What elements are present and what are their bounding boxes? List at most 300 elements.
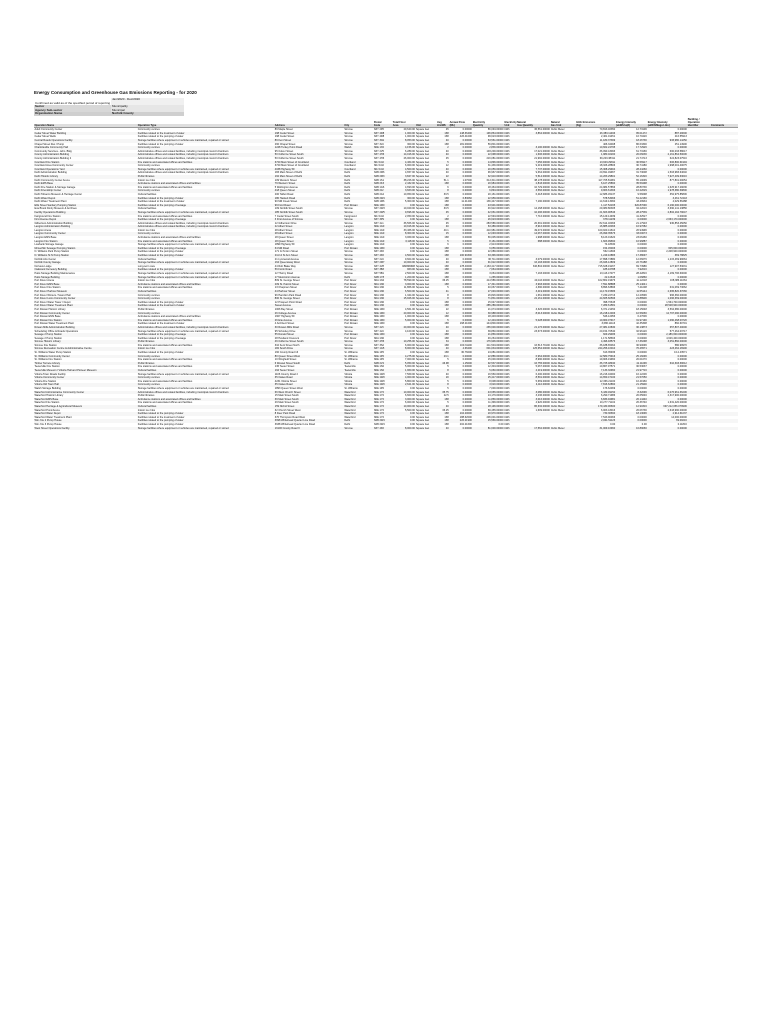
table-cell: Fire stations and associated offices and facilities — [137, 343, 193, 347]
table-cell: 63,489.00000 — [472, 225, 504, 229]
table-cell: kWh — [504, 243, 510, 247]
table-cell: 17.38097 — [616, 254, 648, 258]
table-cell: kWh — [504, 419, 517, 423]
table-cell: Cubic Meter — [550, 182, 575, 186]
table-cell: 30.74180 — [636, 164, 647, 168]
table-cell: Waterford Pond Arena — [34, 408, 60, 412]
table-cell: N3Y 4R8 — [373, 132, 392, 136]
table-cell: Community centres — [137, 297, 274, 301]
table-cell: 612,611.00000 — [486, 178, 504, 182]
table-cell: 13,116.47077 — [599, 272, 616, 275]
table-cell: Cubic Meter — [550, 408, 565, 412]
table-cell: 36,566.00 — [403, 221, 415, 225]
table-cell: Square feet — [415, 355, 436, 359]
table-cell: 1,980.02200 — [576, 153, 616, 157]
table-cell: Courtland Operations Yard — [34, 168, 137, 172]
table-cell: Square feet — [415, 283, 436, 287]
table-cell: 168 — [444, 336, 449, 340]
table-cell: 196,864.00000 — [472, 132, 504, 136]
table-cell: 7,569.00 — [405, 372, 415, 376]
table-cell: 244,256.16010 — [576, 347, 616, 351]
table-cell: County Administration Building — [34, 153, 137, 157]
table-cell: Port Dover — [344, 293, 357, 297]
column-header: GHG Emissions — [576, 121, 596, 125]
table-cell: 192 Main Street of Delhi — [274, 175, 344, 179]
table-cell: 0.00 — [392, 218, 415, 222]
table-cell: 33.5 — [443, 192, 449, 196]
table-cell: 6,190,000.00000 — [647, 204, 687, 208]
table-cell: 5 — [447, 387, 449, 390]
table-cell: 69.09216 — [647, 419, 687, 423]
table-cell: 0.00000 — [462, 192, 472, 196]
table-cell: kWh — [504, 355, 517, 359]
table-cell: 4,496.93576 — [576, 340, 616, 344]
table-cell: kWh — [504, 326, 517, 330]
table-cell: Adult Community Center — [34, 128, 63, 132]
table-cell: 3638 Whitehead Quarter Line Road — [274, 422, 315, 426]
table-cell: Delhi — [344, 192, 351, 196]
table-cell: N3Y 4K6 — [373, 427, 392, 431]
table-cell: 185 Norfolk Street South — [274, 211, 344, 215]
table-cell: Square feet — [415, 197, 436, 201]
table-cell: Community Services - Adm. Bldg — [34, 149, 72, 153]
table-cell: 21.74713 — [636, 157, 647, 160]
table-cell: Storage facilities where equipment or vehicles are maintained, repaired or stored — [137, 243, 229, 247]
table-cell: kWh — [504, 185, 510, 189]
table-cell: 14,016.00 — [392, 153, 415, 157]
table-cell: N0E 1G0 — [373, 243, 385, 247]
table-cell: 0.00 — [410, 387, 415, 390]
table-cell: 613.35936 — [603, 351, 616, 355]
table-cell: Simcoe — [344, 207, 353, 211]
table-cell: N0E 1W0 — [373, 372, 385, 376]
table-cell: 577,264.03717 — [669, 329, 687, 333]
table-cell: 35.59498 — [616, 182, 648, 186]
table-cell: 16106 County Road 3 — [274, 427, 344, 431]
table-cell: 12 Prospect Point Road — [274, 300, 302, 304]
column-header: Annual Flow — [449, 121, 465, 125]
table-cell: 14,650.47100 — [576, 376, 616, 380]
table-cell: Square feet — [415, 372, 430, 376]
table-cell: 0.00000 — [616, 419, 648, 423]
table-cell: 0.00 — [410, 415, 415, 419]
table-cell: 109 Western Street — [274, 178, 297, 182]
table-cell: Square feet — [415, 336, 430, 340]
table-cell: 18.15648 — [636, 307, 647, 311]
table-cell: Patio Storage Building Maintenance — [34, 272, 75, 275]
table-cell: Public libraries — [137, 340, 274, 344]
table-cell: 15,000.00000 — [487, 358, 504, 362]
table-cell: Langton Arena — [34, 228, 52, 232]
table-cell: 2.46500 — [462, 279, 472, 283]
table-cell: 0.00000 — [449, 297, 472, 301]
table-cell: N0E 1G0 — [373, 232, 392, 236]
table-cell: Port Dover Harbour Museum — [34, 290, 137, 294]
table-cell: Simcoe — [344, 132, 374, 136]
table-cell: 198 Cedar Street — [274, 132, 344, 136]
table-cell: 0.00000 — [449, 175, 472, 179]
table-cell: 0.00000 — [647, 146, 687, 150]
table-cell: 4 Architect Street — [274, 322, 295, 326]
table-cell: 160.31100 — [459, 343, 472, 347]
table-cell: 40 — [445, 372, 449, 376]
table-cell: 0.00000 — [462, 286, 472, 290]
table-cell: N3Y 3A9 — [373, 139, 392, 143]
table-cell: Timber Terrace Library — [34, 362, 137, 366]
table-cell: 74.18330 — [604, 243, 616, 247]
table-cell: 36,561.00000 — [534, 128, 550, 132]
table-cell: Square feet — [415, 427, 436, 431]
table-cell: N3Y 4L1 — [373, 221, 384, 225]
table-cell: Indoor ice rinks — [137, 228, 156, 232]
table-cell: N0E 1Y0 — [373, 394, 385, 398]
table-cell: Square feet — [415, 189, 436, 193]
table-cell: Simcoe Fire Station — [34, 343, 57, 347]
column-header: Gas Quantity — [517, 124, 551, 128]
table-cell: kWh — [504, 168, 517, 172]
table-cell: Administrative offices and related facilities, including municipal council chambers — [137, 153, 274, 157]
table-cell: 36,711.00000 — [488, 257, 504, 261]
table-cell: 715,628.19267 — [598, 264, 616, 268]
table-cell: 17 Mexicomm Avenue — [274, 276, 344, 280]
table-cell: 181.09000 — [459, 142, 472, 146]
table-cell: 17,562.00000 — [517, 427, 551, 431]
table-cell: 3,419.00000 — [517, 290, 551, 294]
table-cell: 71,831.00000 — [472, 297, 504, 301]
table-cell: Storage facilities where equipment or vehicles are maintained, repaired or stored — [137, 427, 274, 431]
table-cell: 13 Chapman Street — [274, 286, 297, 290]
table-cell: 4.66200 — [449, 347, 472, 351]
table-cell: 7,716.00000 — [535, 214, 550, 218]
table-cell: N0E 1G0 — [373, 228, 385, 232]
table-cell: Cubic Meter — [550, 214, 565, 218]
table-cell: 3 First Avenue of Simcoe — [274, 218, 344, 222]
table-cell: 0.12.43571 — [674, 351, 687, 355]
table-cell: Simcoe — [344, 139, 374, 143]
column-header: (ML) — [449, 124, 472, 128]
table-cell: 2,643,990.00000 — [667, 408, 687, 412]
table-cell: Port Rowan Water Treatment Plant — [34, 322, 74, 326]
table-cell: kWh — [504, 225, 517, 229]
table-cell: N3Y 4L9 — [373, 329, 384, 333]
table-cell: 2,500.00 — [405, 272, 415, 275]
table-cell: Cubic Meter — [550, 164, 565, 168]
table-cell: 168 — [444, 343, 449, 347]
table-cell: kWh — [504, 351, 510, 355]
table-cell: Delhi — [344, 422, 351, 426]
table-cell: 0.00000 — [677, 315, 687, 319]
table-cell: 3720 Main Street of Courtland — [274, 164, 309, 168]
table-cell: Waterford Water Depot — [34, 412, 137, 416]
table-cell: Cubic Meter — [550, 319, 575, 323]
table-cell: 144,800.00000 — [486, 322, 504, 326]
table-cell: kWh — [504, 372, 510, 376]
table-cell: 52.16320 — [616, 175, 648, 179]
table-cell: 168 — [444, 322, 449, 326]
table-cell: Courtland — [344, 161, 374, 165]
table-cell: 4231 Vittoria Street — [274, 379, 297, 383]
table-cell: 0.00000 — [462, 307, 472, 311]
table-cell: 168 — [437, 254, 450, 258]
table-cell: 0.00000 — [449, 240, 472, 244]
table-cell: 1,000.00 — [405, 315, 415, 319]
table-cell: 0.00000 — [647, 225, 687, 229]
table-cell: 49,074.00000 — [534, 228, 550, 232]
table-cell: Cubic Meter — [550, 132, 575, 136]
table-cell: 4,219.00000 — [517, 369, 551, 373]
table-cell: 103,200.00000 — [486, 149, 504, 153]
column-header: Electricity — [504, 121, 517, 125]
table-cell: kWh — [504, 171, 510, 175]
table-cell: 36,188.65064 — [599, 343, 616, 347]
table-cell: 0.00000 — [449, 218, 472, 222]
table-cell: Patio Storage Building — [34, 276, 137, 280]
table-cell: Facilities related to the pumping of water — [137, 142, 184, 146]
table-cell: Charlotteville Community Hall — [34, 146, 137, 150]
table-cell: 6,964.00000 — [517, 355, 551, 359]
table-cell: Delhi — [344, 175, 374, 179]
table-cell: N0A 1N0 — [373, 336, 385, 340]
table-cell: 8 — [437, 297, 450, 301]
table-cell: 730.36660 — [576, 412, 616, 416]
table-cell: 66 West Church Street — [274, 391, 344, 395]
table-cell: 8,591.00000 — [517, 376, 551, 380]
table-cell: Simcoe — [344, 250, 353, 254]
table-cell: Waterford EMS Base — [34, 398, 137, 402]
table-cell: 7,664.00000 — [472, 268, 504, 272]
table-cell: 0.00000 — [462, 250, 472, 254]
table-cell: Facilities related to the pumping of sewage — [137, 336, 187, 340]
table-cell: N0E 1S0 — [373, 365, 385, 369]
table-cell: 100.90300 — [449, 254, 472, 258]
table-cell: 28.47539 — [616, 211, 648, 215]
table-cell: Community centres — [137, 383, 274, 387]
table-cell: kWh — [504, 307, 510, 311]
table-cell: Square feet — [415, 315, 430, 319]
table-cell: 33,396.00000 — [472, 254, 504, 258]
table-cell: 0.00000 — [637, 250, 647, 254]
table-cell: N4B 2V2 — [373, 362, 392, 366]
table-cell: kWh — [504, 286, 510, 290]
table-cell: Square feet — [415, 394, 430, 398]
table-cell: 34 — [437, 340, 450, 344]
table-cell: Simcoe — [344, 211, 374, 215]
table-cell: Norfolk Arts Center — [34, 257, 57, 261]
column-header: Operation Type — [137, 124, 274, 128]
table-cell: N. Williams Park Pump Station — [34, 250, 70, 254]
table-cell: Long-term care — [137, 264, 156, 268]
table-cell: 28.44260 — [616, 168, 648, 172]
table-cell: Square feet — [415, 293, 430, 297]
table-cell: 12,580.75916 — [576, 355, 616, 359]
table-cell: 624,823.07516 — [669, 157, 687, 160]
table-cell: N0E 1X0 — [373, 146, 392, 150]
table-cell: Cubic Meter — [550, 157, 565, 160]
table-cell: Cubic Meter — [550, 257, 565, 261]
table-cell: Square feet — [415, 307, 430, 311]
table-cell: N0E 1P0 — [373, 387, 385, 390]
table-cell: Cubic Meter — [550, 326, 575, 330]
table-cell: kWh — [504, 135, 510, 139]
table-cell: 10,960.07917 — [576, 319, 616, 323]
table-cell: 1006 Bay Street — [274, 307, 294, 311]
table-cell: Square feet — [415, 376, 436, 380]
table-cell: 11,866.00000 — [472, 398, 504, 402]
table-cell: 30.90096 — [636, 343, 647, 347]
table-cell: 45 — [445, 221, 449, 225]
table-cell: 4,500.00 — [392, 168, 415, 172]
table-cell: 2 — [447, 214, 449, 218]
table-cell: 6,290.71986 — [600, 394, 616, 398]
table-cell: Cubic Meter — [550, 376, 575, 380]
table-cell: 1.07000 — [462, 178, 472, 182]
table-cell: 7.41008 — [637, 286, 647, 290]
table-cell: 30.56917 — [616, 161, 648, 165]
table-cell: Square feet — [415, 204, 436, 208]
table-cell: Delhi — [344, 362, 374, 366]
table-cell: 10,916.00 — [392, 225, 415, 229]
table-cell: 180 Hackett Road — [274, 197, 344, 201]
table-cell: 9.56698 — [637, 192, 647, 196]
table-cell: 41 — [437, 290, 450, 294]
table-cell: N3Y 3S2 — [373, 343, 384, 347]
table-cell: 21,176.00000 — [517, 326, 551, 330]
column-header: Avg — [437, 121, 442, 125]
table-cell: 45 — [445, 128, 449, 132]
table-cell: 16.12206 — [636, 372, 647, 376]
table-cell: Cubic Meter — [550, 240, 575, 244]
table-cell: 10,256.00 — [392, 340, 415, 344]
table-cell: Facilities related to the pumping of sewage — [137, 204, 274, 208]
table-cell: N0A 1N0 — [373, 304, 392, 308]
table-cell: 30.76000 — [461, 351, 472, 355]
column-header: Hrs/Wk — [437, 124, 450, 128]
table-cell: N0E 1G0 — [373, 225, 392, 229]
table-cell: Indoor ice rinks — [137, 347, 274, 351]
table-cell: 168 — [437, 304, 450, 308]
column-header: Gas Unit — [550, 124, 575, 128]
table-cell: Cubic Meter — [550, 398, 575, 402]
table-cell: Langton — [344, 232, 374, 236]
table-cell: N4B 2M6 — [373, 171, 385, 175]
table-cell: 12,797,090.00000 — [647, 312, 687, 316]
table-cell: Port Dover — [344, 300, 357, 304]
table-cell: 6,076,961.36206 — [647, 391, 687, 395]
table-cell: kWh — [504, 164, 510, 168]
table-cell: 40 — [445, 171, 449, 175]
table-cell: 102,862.19976 — [598, 279, 616, 283]
table-cell: 185.16788 — [576, 268, 616, 272]
table-cell: 6,833.94981 — [576, 398, 616, 402]
table-cell: Sewage 2 Pump Station — [34, 336, 62, 340]
table-cell: Storage facilities where equipment or vehicles are maintained, repaired or stored — [137, 329, 229, 333]
table-cell: 96 Hamilton Park Road — [274, 293, 302, 297]
table-cell: 3,326.00000 — [535, 307, 550, 311]
table-cell: 41.11096 — [616, 362, 648, 366]
table-cell: 10,729.00000 — [534, 185, 550, 189]
table-cell: Square feet — [415, 422, 430, 426]
table-cell: Port Dover EMS Base — [34, 283, 137, 287]
table-cell: Cubic Meter — [550, 329, 565, 333]
table-cell: 43.49934 — [636, 200, 647, 204]
table-cell: 2 — [437, 146, 450, 150]
column-header: (ekWh/sqft) — [616, 124, 648, 128]
table-cell: 0.00 — [410, 243, 415, 247]
table-cell: 0.00000 — [449, 304, 472, 308]
table-cell: 24,984.57856 — [599, 185, 616, 189]
table-cell: 996,360.00000 — [669, 293, 687, 297]
table-cell: Cubic Meter — [550, 293, 565, 297]
table-cell: 16.96887 — [616, 240, 648, 244]
table-cell: N0J 1G0 — [373, 164, 384, 168]
table-cell: N0A 1N0 — [373, 286, 385, 290]
table-cell: Port Dover — [344, 283, 374, 287]
table-cell: 860.60701 — [674, 322, 687, 326]
table-cell: Rowan Mills Administration Building — [34, 326, 137, 330]
table-cell: N0A 1N0 — [373, 290, 392, 294]
column-header: Area — [392, 124, 415, 128]
table-cell: Square feet — [415, 240, 436, 244]
table-cell: 21,866.00000 — [472, 333, 504, 337]
table-cell: Teeterville Fire Station — [34, 365, 60, 369]
table-cell: Cubic Meter — [550, 312, 575, 316]
table-cell: 56 Fortin Road — [274, 268, 344, 272]
table-cell: 310 Kent Street North — [274, 343, 300, 347]
table-cell: 31,436.00000 — [487, 164, 504, 168]
table-cell: Public libraries — [137, 394, 155, 398]
table-cell: 25,417.00000 — [472, 376, 504, 380]
table-cell: kWh — [504, 415, 510, 419]
table-cell: 5,514.00000 — [517, 175, 551, 179]
table-cell: Square feet — [415, 225, 436, 229]
table-cell: 3,016.00000 — [517, 398, 551, 402]
table-cell: Waterford Historic Library — [34, 394, 64, 398]
table-cell: Delhi Fire Station & Storage Garage — [34, 185, 76, 189]
table-cell: N0E 1P0 — [373, 351, 385, 355]
table-cell: 159 Nichol Street — [274, 405, 344, 409]
table-cell: kWh — [504, 322, 510, 326]
table-cell: 99,623.00000 — [487, 135, 504, 139]
table-cell: Square feet — [415, 221, 430, 225]
table-cell: 10,867.97571 — [599, 365, 616, 369]
table-cell: Port Dover — [344, 290, 374, 294]
column-header: Electricity — [472, 121, 486, 125]
table-cell: 33.25 — [442, 408, 449, 412]
table-cell: 5,000.00 — [392, 319, 415, 323]
table-cell: 0.00000 — [616, 304, 648, 308]
table-cell: 3,847.00 — [392, 175, 415, 179]
table-cell: 0.00000 — [449, 355, 472, 359]
table-cell: Square feet — [415, 329, 430, 333]
table-cell: 21,992.00000 — [534, 157, 550, 160]
table-cell: 168 — [437, 398, 450, 402]
table-cell: Fire stations and associated offices and facilities — [137, 358, 193, 362]
table-cell: Langton Administration Building — [34, 225, 137, 229]
table-cell: Port Rowan — [344, 333, 374, 337]
table-cell: Square feet — [415, 286, 430, 290]
table-cell: Administrative offices and related facilities, including municipal council chambers — [137, 225, 274, 229]
table-cell: Square feet — [415, 149, 430, 153]
table-cell: 0.00000 — [647, 240, 687, 244]
table-cell: Storage facilities where equipment or vehicles are maintained, repaired or stored — [137, 168, 274, 172]
table-cell: 8,161.00000 — [472, 240, 504, 244]
table-cell: kWh — [504, 290, 517, 294]
table-cell: Delhi — [344, 178, 351, 182]
table-cell: 4,693.00 — [405, 185, 415, 189]
table-cell: 14,000.00000 — [671, 415, 687, 419]
table-cell: 4038 Highway 59 — [274, 168, 344, 172]
table-cell: 3,620.00000 — [472, 383, 504, 387]
